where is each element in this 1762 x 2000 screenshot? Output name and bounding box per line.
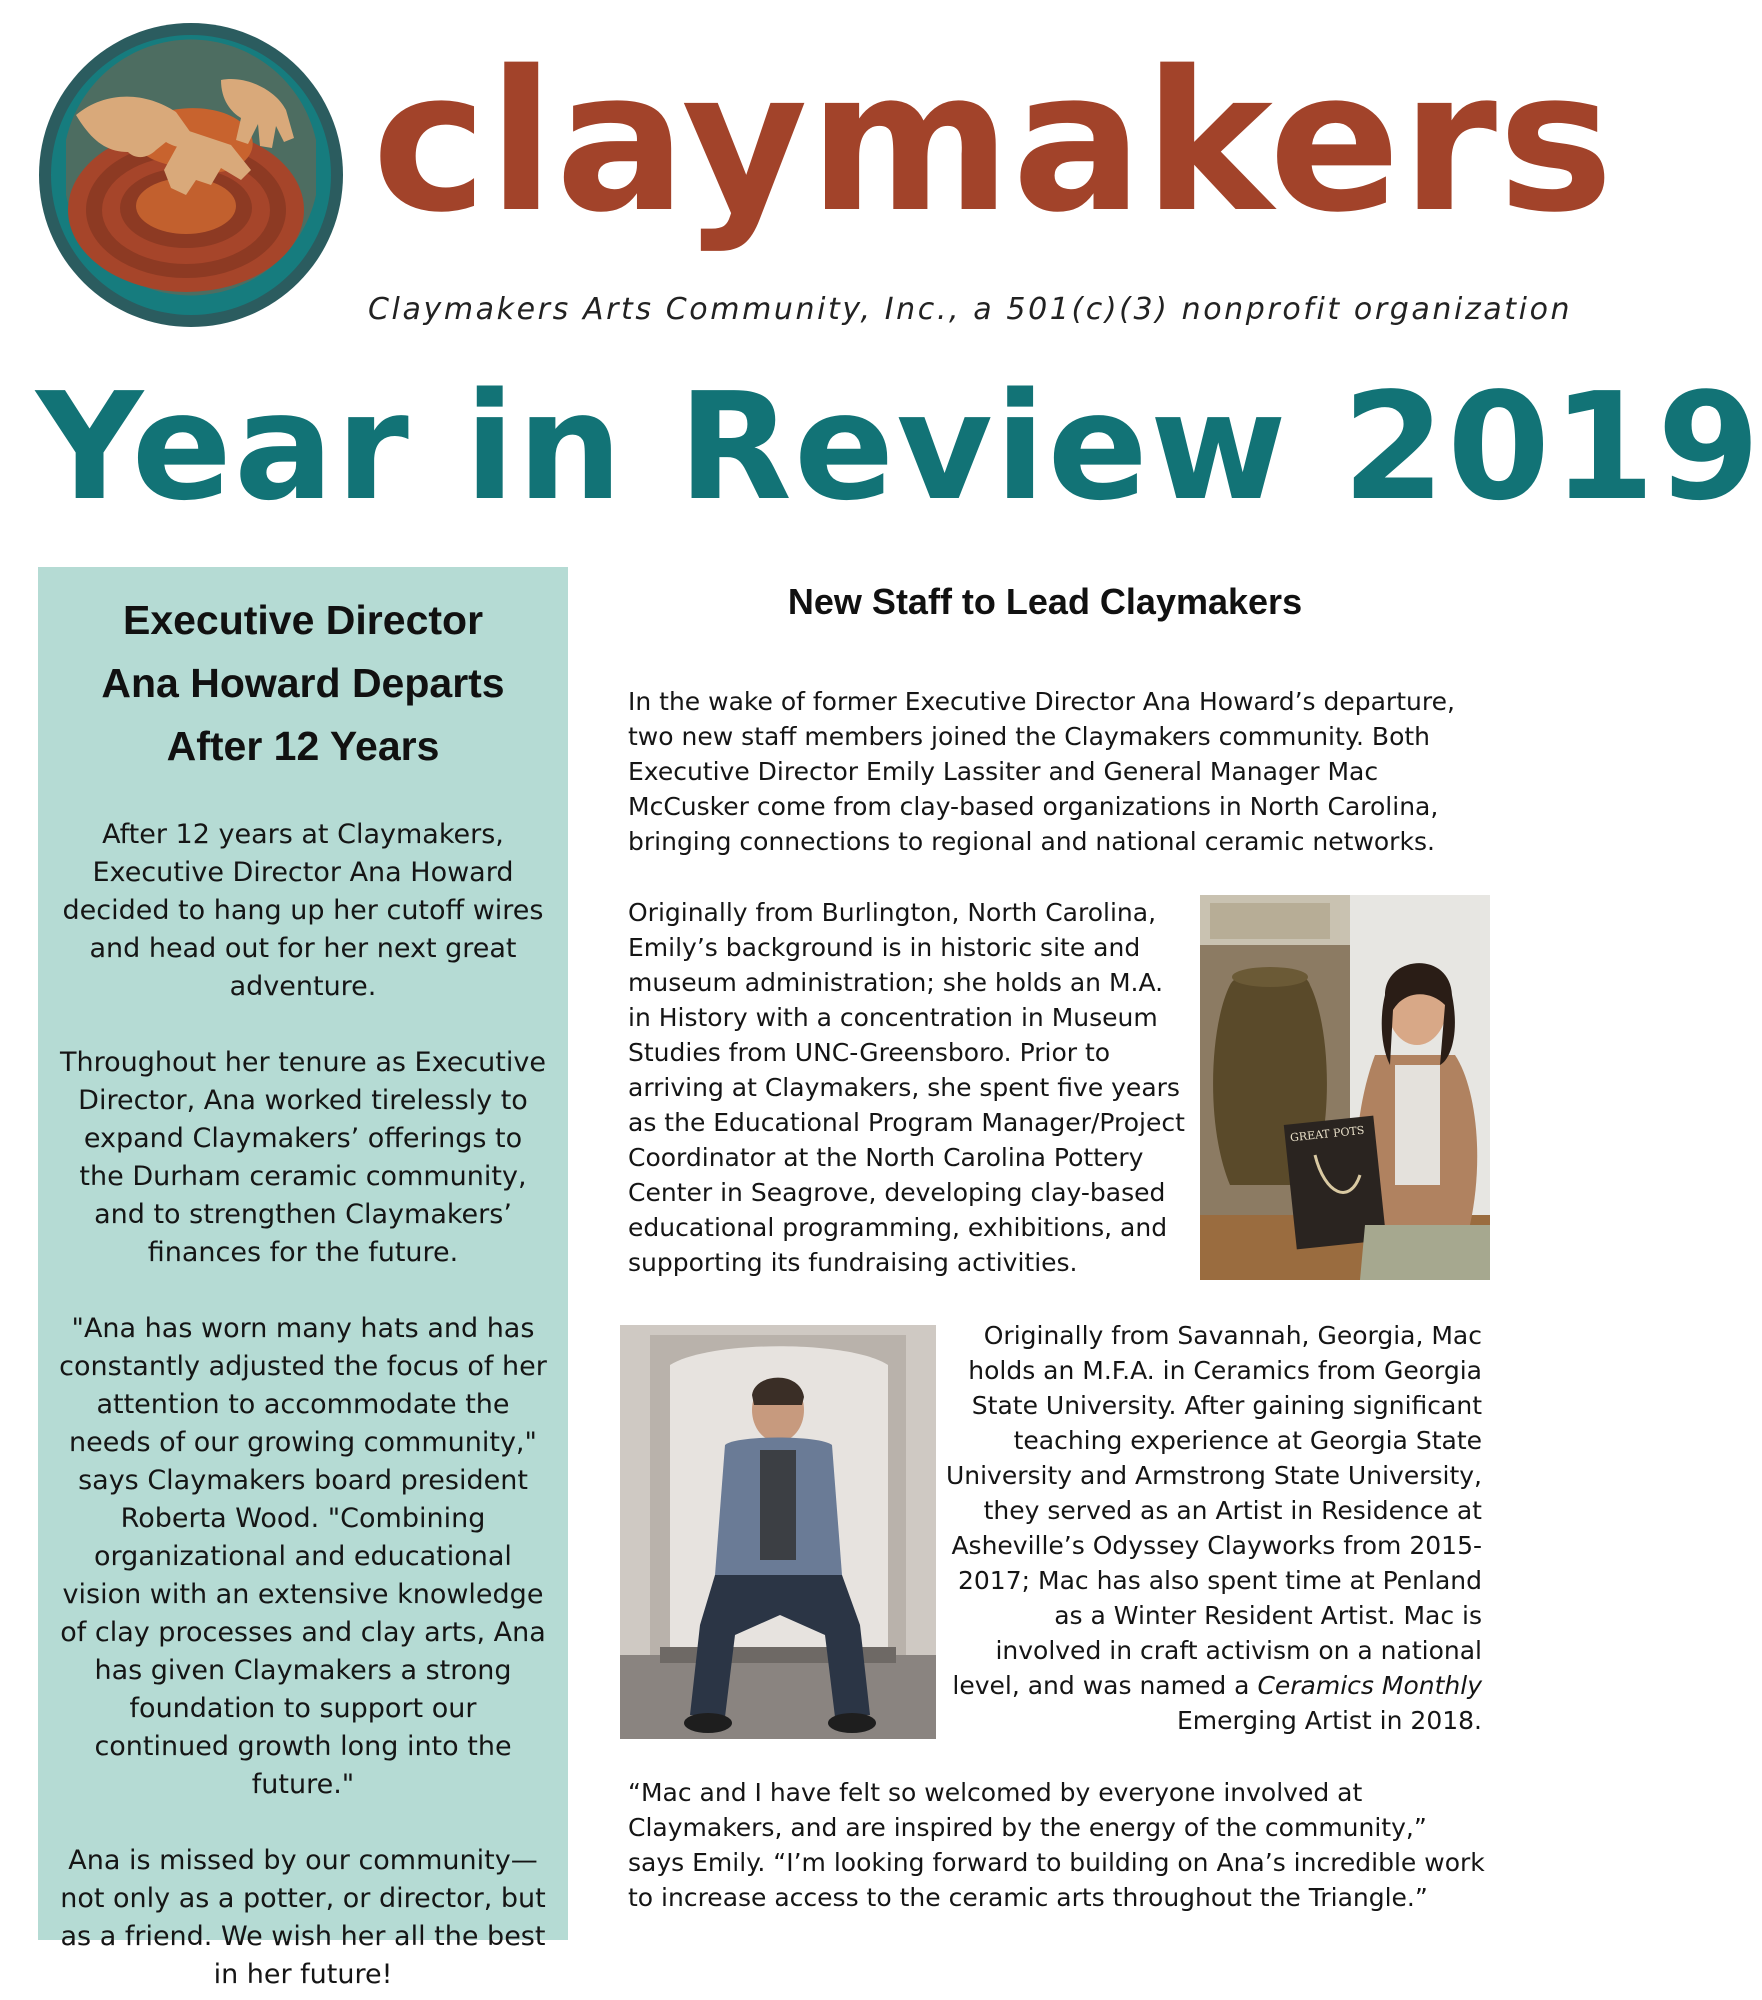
main-article-title: New Staff to Lead Claymakers: [787, 581, 1303, 622]
sidebar-paragraph: After 12 years at Claymakers, Executive Director Ana Howard decided to hang up her cutoff wires and head out for her next great adventure.: [62, 819, 544, 1002]
mac-bio-text: Originally from Savannah, Georgia, Mac holds an M.F.A. in Ceramics from Georgia State University. After gaining significant teaching experience at Georgia State University and Armstrong State University, they served as an Artist in Residence at Asheville’s Odyssey Clayworks from 2015-2017; Mac has also spent time at Penland as a Winter Resident Artist. Mac is involved in craft activism on a national level, and was named a: [945, 1321, 1482, 1700]
organization-tagline: Claymakers Arts Community, Inc., a 501(c)(3) nonprofit organization: [368, 292, 1573, 327]
sidebar-title-line-1: Executive Director: [122, 597, 484, 643]
sidebar-title-line-2: Ana Howard Departs: [101, 660, 505, 706]
sidebar-paragraph: "Ana has worn many hats and has constantly adjusted the focus of her attention to accommodate the needs of our growing community," says Claymakers board president Roberta Wood. "Combining organizational and educational vision with an extensive knowledge of clay processes and clay arts, Ana has given Claymakers a strong foundation to support our continued growth long into the future.": [59, 1313, 547, 1800]
emily-bio-paragraph: Originally from Burlington, North Carolina, Emily’s background is in historic site and museum administration; she holds an M.A. in History with a concentration in Museum Studies from UNC-Greensboro. Prior to arriving at Claymakers, she spent five years as the Educational Program Manager/Project Coordinator at the North Carolina Pottery Center in Seagrove, developing clay-based educational programming, exhibitions, and supporting its fundraising activities.: [628, 898, 1185, 1277]
departure-sidebar: [38, 567, 568, 1990]
mac-bio-text-end: Emerging Artist in 2018.: [1176, 1706, 1482, 1735]
emily-quote-paragraph: “Mac and I have felt so welcomed by everyone involved at Claymakers, and are inspired by the energy of the community,” says Emily. “I’m looking forward to building on Ana’s incredible work to increase access to the ceramic arts throughout the Triangle.”: [628, 1778, 1485, 1912]
sidebar-paragraph: Throughout her tenure as Executive Director, Ana worked tirelessly to expand Claymakers’ offerings to the Durham ceramic community, and to strengthen Claymakers’ finances for the future.: [60, 1047, 546, 1268]
intro-paragraph: In the wake of former Executive Director Ana Howard’s departure, two new staff members joined the Claymakers community. Both Executive Director Emily Lassiter and General Manager Mac McCusker come from clay-based organizations in North Carolina, bringing connections to regional and national ceramic networks.: [628, 687, 1455, 856]
brand-wordmark: claymakers: [372, 29, 1615, 255]
sidebar-title-line-3: After 12 Years: [166, 723, 440, 769]
claymakers-logo: [36, 20, 346, 330]
book-title: GREAT POTS: [1289, 1123, 1365, 1145]
page-headline: Year in Review 2019: [36, 361, 1762, 533]
emily-lassiter-photo: [1200, 895, 1490, 1280]
mac-bio-paragraph: [942, 1318, 1482, 1738]
mac-mccusker-photo: [620, 1325, 936, 1739]
hands-on-clay-wheel-icon: [36, 20, 346, 330]
sidebar-title: [58, 589, 548, 778]
sidebar-paragraph: Ana is missed by our community—not only as a potter, or director, but as a friend. We wish her all the best in her future!: [60, 1845, 546, 1990]
publication-name: Ceramics Monthly: [1257, 1671, 1482, 1700]
